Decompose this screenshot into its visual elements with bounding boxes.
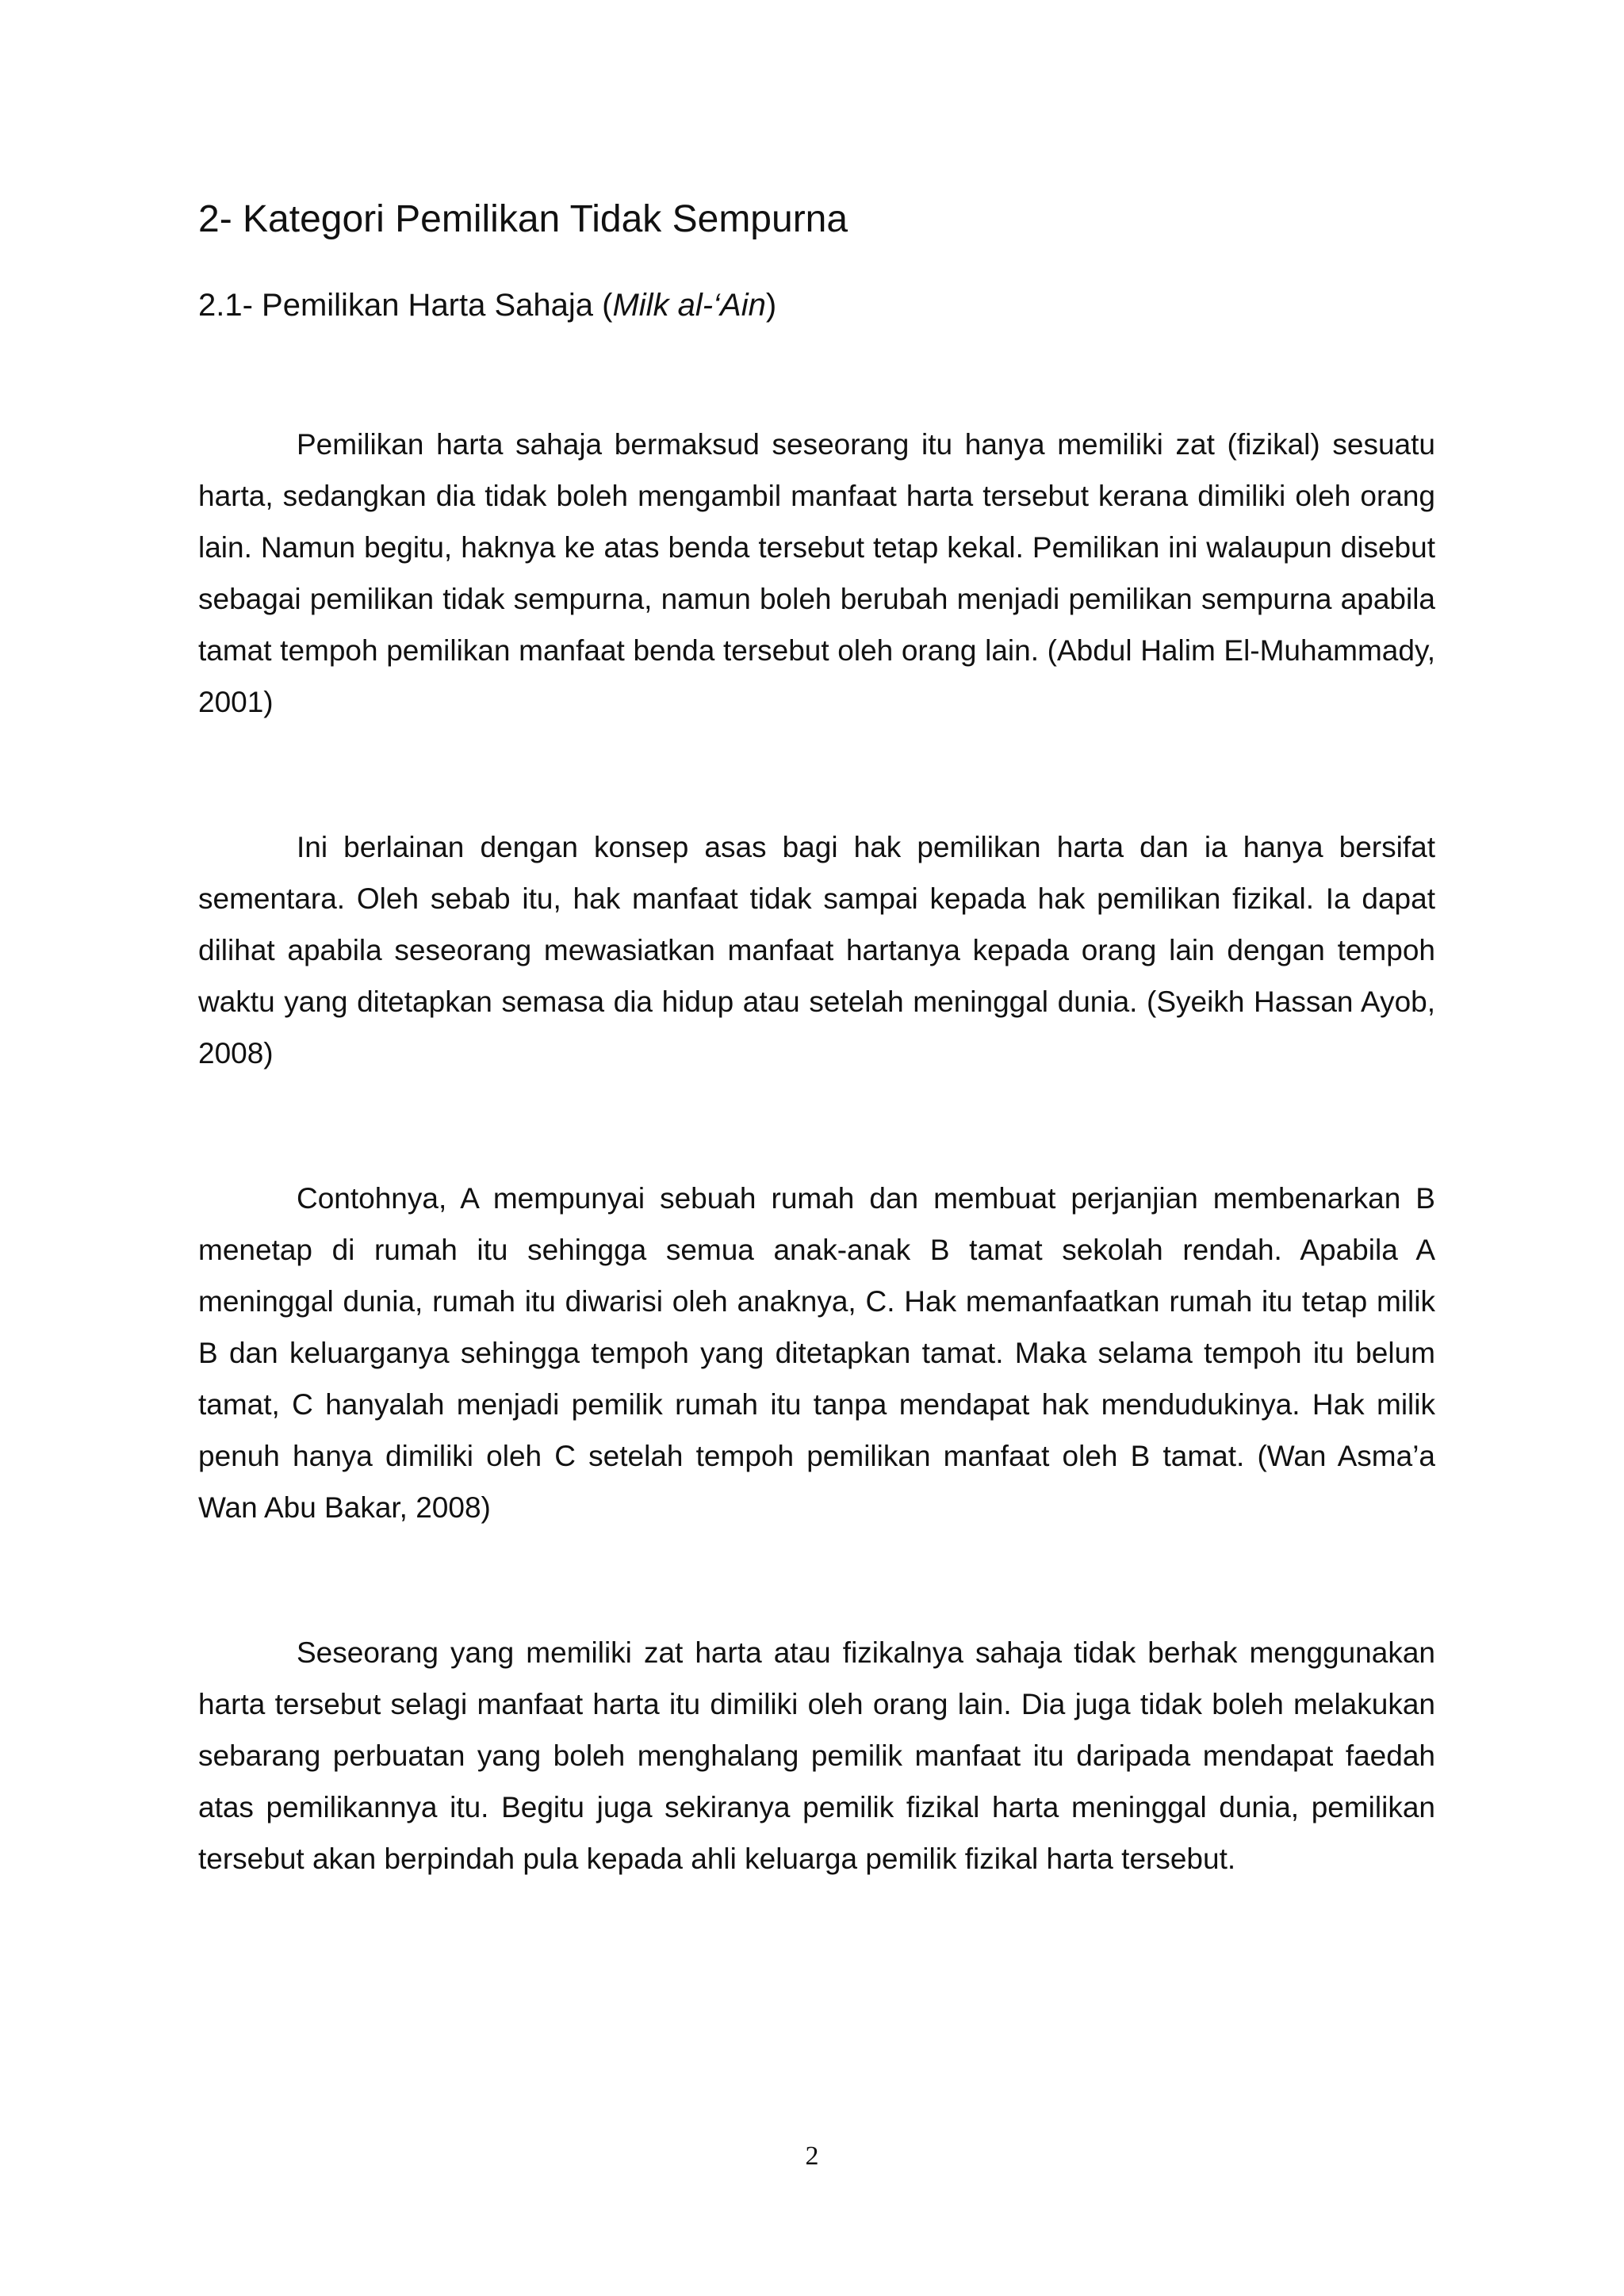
subsection-title-suffix: ) bbox=[765, 288, 777, 323]
page-number: 2 bbox=[805, 2141, 819, 2171]
section-title: 2- Kategori Pemilikan Tidak Sempurna bbox=[198, 198, 848, 240]
subsection-title-prefix: 2.1- Pemilikan Harta Sahaja ( bbox=[198, 288, 613, 323]
paragraph-3: Contohnya, A mempunyai sebuah rumah dan membuat perjanjian membenarkan B menetap di rumah itu sehingga semua anak-anak B tamat sekolah rendah. Apabila A meninggal dunia, rumah itu diwarisi oleh anaknya, C. Hak memanfaatkan rumah itu tetap milik B dan keluarganya sehingga tempoh yang ditetapkan tamat. Maka selama tempoh itu belum tamat, C hanyalah menjadi pemilik rumah itu tanpa mendapat hak mendudukinya. Hak milik penuh hanya dimiliki oleh C setelah tempoh pemilikan manfaat oleh B tamat. (Wan Asma’a Wan Abu Bakar, 2008) bbox=[198, 1182, 1435, 1524]
paragraph-4: Seseorang yang memiliki zat harta atau fizikalnya sahaja tidak berhak menggunakan harta tersebut selagi manfaat harta itu dimiliki oleh orang lain. Dia juga tidak boleh melakukan sebarang perbuatan yang boleh menghalang pemilik manfaat itu daripada mendapat faedah atas pemilikannya itu. Begitu juga sekiranya pemilik fizikal harta meninggal dunia, pemilikan tersebut akan berpindah pula kepada ahli keluarga pemilik fizikal harta tersebut. bbox=[198, 1636, 1435, 1875]
subsection-title-italic: Milk al-‘Ain bbox=[612, 288, 766, 323]
paragraph-1: Pemilikan harta sahaja bermaksud seseorang itu hanya memiliki zat (fizikal) sesuatu harta, sedangkan dia tidak boleh mengambil manfaat harta tersebut kerana dimiliki oleh orang lain. Namun begitu, haknya ke atas benda tersebut tetap kekal. Pemilikan ini walaupun disebut sebagai pemilikan tidak sempurna, namun boleh berubah menjadi pemilikan sempurna apabila tamat tempoh pemilikan manfaat benda tersebut oleh orang lain. (Abdul Halim El-Muhammady, 2001) bbox=[198, 428, 1435, 718]
subsection-title bbox=[198, 277, 1435, 333]
paragraph-2: Ini berlainan dengan konsep asas bagi hak pemilikan harta dan ia hanya bersifat sementara. Oleh sebab itu, hak manfaat tidak sampai kepada hak pemilikan fizikal. Ia dapat dilihat apabila seseorang mewasiatkan manfaat hartanya kepada orang lain dengan tempoh waktu yang ditetapkan semasa dia hidup atau setelah meninggal dunia. (Syeikh Hassan Ayob, 2008) bbox=[198, 831, 1435, 1070]
page-content bbox=[198, 189, 1435, 1885]
